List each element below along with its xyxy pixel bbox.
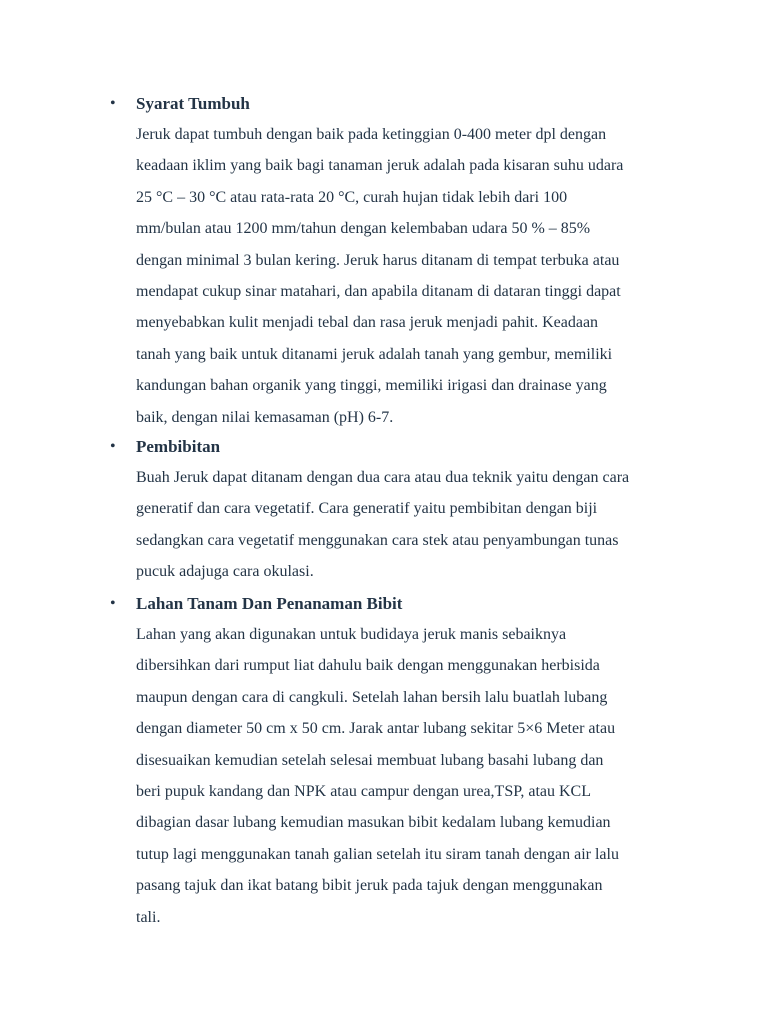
section-heading: Syarat Tumbuh [136, 94, 250, 113]
body-line: sedangkan cara vegetatif menggunakan cara stek atau penyambungan tunas [136, 531, 619, 549]
body-line: generatif dan cara vegetatif. Cara generatif yaitu pembibitan dengan biji [136, 500, 598, 518]
bullet-marker: • [110, 95, 116, 112]
section-body [136, 462, 629, 588]
section-body [136, 619, 619, 933]
body-line: dibersihkan dari rumput liat dahulu baik dengan menggunakan herbisida [136, 657, 600, 675]
section-heading: Lahan Tanam Dan Penanaman Bibit [136, 594, 403, 613]
body-line: mm/bulan atau 1200 mm/tahun dengan kelembaban udara 50 % – 85% [136, 220, 591, 238]
body-line: keadaan iklim yang baik bagi tanaman jeruk adalah pada kisaran suhu udara [136, 157, 624, 175]
body-line: mendapat cukup sinar matahari, dan apabila ditanam di dataran tinggi dapat [136, 282, 621, 300]
body-line: Buah Jeruk dapat ditanam dengan dua cara atau dua teknik yaitu dengan cara [136, 469, 630, 486]
section-heading: Pembibitan [136, 437, 221, 456]
body-line: beri pupuk kandang dan NPK atau campur dengan urea,TSP, atau KCL [136, 782, 591, 800]
body-line: maupun dengan cara di cangkuli. Setelah lahan bersih lalu buatlah lubang [136, 688, 608, 706]
body-line: kandungan bahan organik yang tinggi, memiliki irigasi dan drainase yang [136, 377, 607, 395]
section-body [136, 119, 623, 433]
body-line: tutup lagi menggunakan tanah galian setelah itu siram tanah dengan air lalu [136, 845, 619, 863]
body-line: dengan diameter 50 cm x 50 cm. Jarak antar lubang sekitar 5×6 Meter atau [136, 720, 616, 738]
body-line: dengan minimal 3 bulan kering. Jeruk harus ditanam di tempat terbuka atau [136, 251, 620, 269]
bullet-marker: • [110, 595, 116, 612]
body-line: pasang tajuk dan ikat batang bibit jeruk pada tajuk dengan menggunakan [136, 877, 603, 895]
body-line: baik, dengan nilai kemasaman (pH) 6-7. [136, 408, 394, 426]
body-line: Lahan yang akan digunakan untuk budidaya jeruk manis sebaiknya [136, 626, 567, 643]
body-line: disesuaikan kemudian setelah selesai membuat lubang basahi lubang dan [136, 751, 604, 769]
bullet-marker: • [110, 438, 116, 455]
body-line: tali. [136, 908, 161, 926]
body-line: tanah yang baik untuk ditanami jeruk adalah tanah yang gembur, memiliki [136, 345, 613, 363]
body-line: dibagian dasar lubang kemudian masukan bibit kedalam lubang kemudian [136, 814, 611, 832]
body-line: Jeruk dapat tumbuh dengan baik pada ketinggian 0-400 meter dpl dengan [136, 126, 607, 143]
body-line: pucuk adajuga cara okulasi. [136, 563, 314, 581]
body-line: menyebabkan kulit menjadi tebal dan rasa jeruk menjadi pahit. Keadaan [136, 314, 599, 332]
body-line: 25 °C – 30 °C atau rata-rata 20 °C, curah hujan tidak lebih dari 100 [136, 188, 568, 206]
